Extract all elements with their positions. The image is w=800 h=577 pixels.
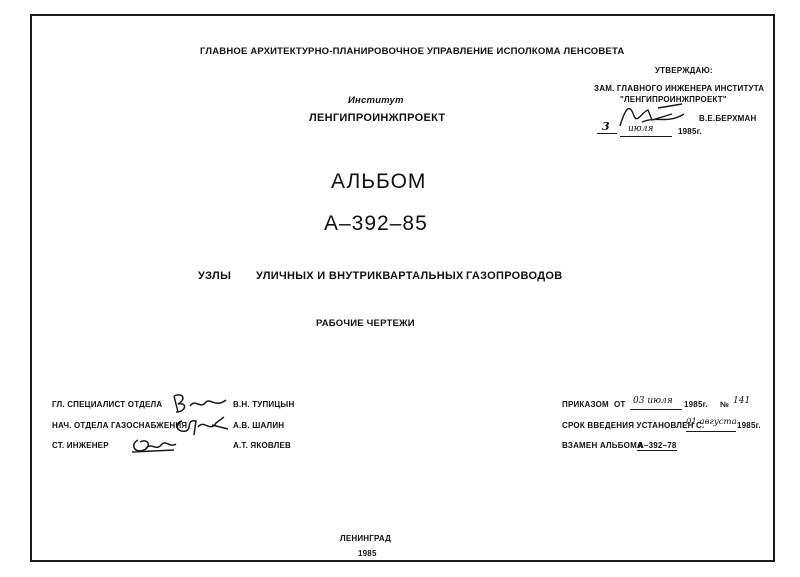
date-day-underline xyxy=(597,133,617,134)
approver-position: ЗАМ. ГЛАВНОГО ИНЖЕНЕРА ИНСТИТУТА xyxy=(594,84,765,93)
signatory-name: В.Н. ТУПИЦЫН xyxy=(233,400,295,409)
album-number: А–392–85 xyxy=(324,212,428,235)
order-label: ПРИКАЗОМ xyxy=(562,400,609,409)
signatory-role: ГЛ. СПЕЦИАЛИСТ ОТДЕЛА xyxy=(52,400,163,409)
signatory-role: СТ. ИНЖЕНЕР xyxy=(52,441,109,450)
approver-org: "ЛЕНГИПРОИНЖПРОЕКТ" xyxy=(620,95,727,104)
approval-day: 3 xyxy=(602,120,610,133)
footer-year: 1985 xyxy=(358,549,377,558)
replaces-underline xyxy=(637,450,677,451)
order-number: 141 xyxy=(733,396,751,406)
replaces-value: А–392–78 xyxy=(638,441,677,450)
deadline-year: 1985г. xyxy=(737,421,761,430)
signature-shalin xyxy=(172,413,232,439)
subject-part-2: УЛИЧНЫХ И ВНУТРИКВАРТАЛЬНЫХ xyxy=(256,270,464,282)
replaces-label: ВЗАМЕН АЛЬБОМА xyxy=(562,441,643,450)
signatory-name: А.В. ШАЛИН xyxy=(233,421,285,430)
deadline-date-underline xyxy=(686,431,736,432)
footer-city: ЛЕНИНГРАД xyxy=(340,534,391,543)
subject-part-1: УЗЛЫ xyxy=(198,270,232,282)
deadline-label: СРОК ВВЕДЕНИЯ УСТАНОВЛЕН С. xyxy=(562,421,705,430)
date-month-underline xyxy=(620,136,672,137)
order-year: 1985г. xyxy=(684,400,708,409)
deadline-date: 01 августа xyxy=(686,417,737,427)
signatory-role: НАЧ. ОТДЕЛА ГАЗОСНАБЖЕНИЯ xyxy=(52,421,188,430)
approver-name: В.Е.БЕРХМАН xyxy=(699,114,757,123)
institute-name: ЛЕНГИПРОИНЖПРОЕКТ xyxy=(309,112,446,124)
institute-label: Институт xyxy=(348,95,404,106)
album-title: АЛЬБОМ xyxy=(331,170,427,193)
approval-month: июля xyxy=(628,124,654,134)
signatory-name: А.Т. ЯКОВЛЕВ xyxy=(233,441,291,450)
approve-label: УТВЕРЖДАЮ: xyxy=(655,66,713,75)
order-date: 03 июля xyxy=(633,396,673,406)
order-date-underline xyxy=(630,409,682,410)
approval-year: 1985г. xyxy=(678,127,702,136)
order-number-label: № xyxy=(720,400,730,409)
signature-yakovlev xyxy=(130,432,180,456)
order-from-label: ОТ xyxy=(614,400,626,409)
subject-part-3: ГАЗОПРОВОДОВ xyxy=(466,270,563,282)
drawing-type: РАБОЧИЕ ЧЕРТЕЖИ xyxy=(316,318,415,329)
ministry-heading: ГЛАВНОЕ АРХИТЕКТУРНО-ПЛАНИРОВОЧНОЕ УПРАВЛЕНИЕ ИСПОЛКОМА ЛЕНСОВЕТА xyxy=(200,46,625,57)
